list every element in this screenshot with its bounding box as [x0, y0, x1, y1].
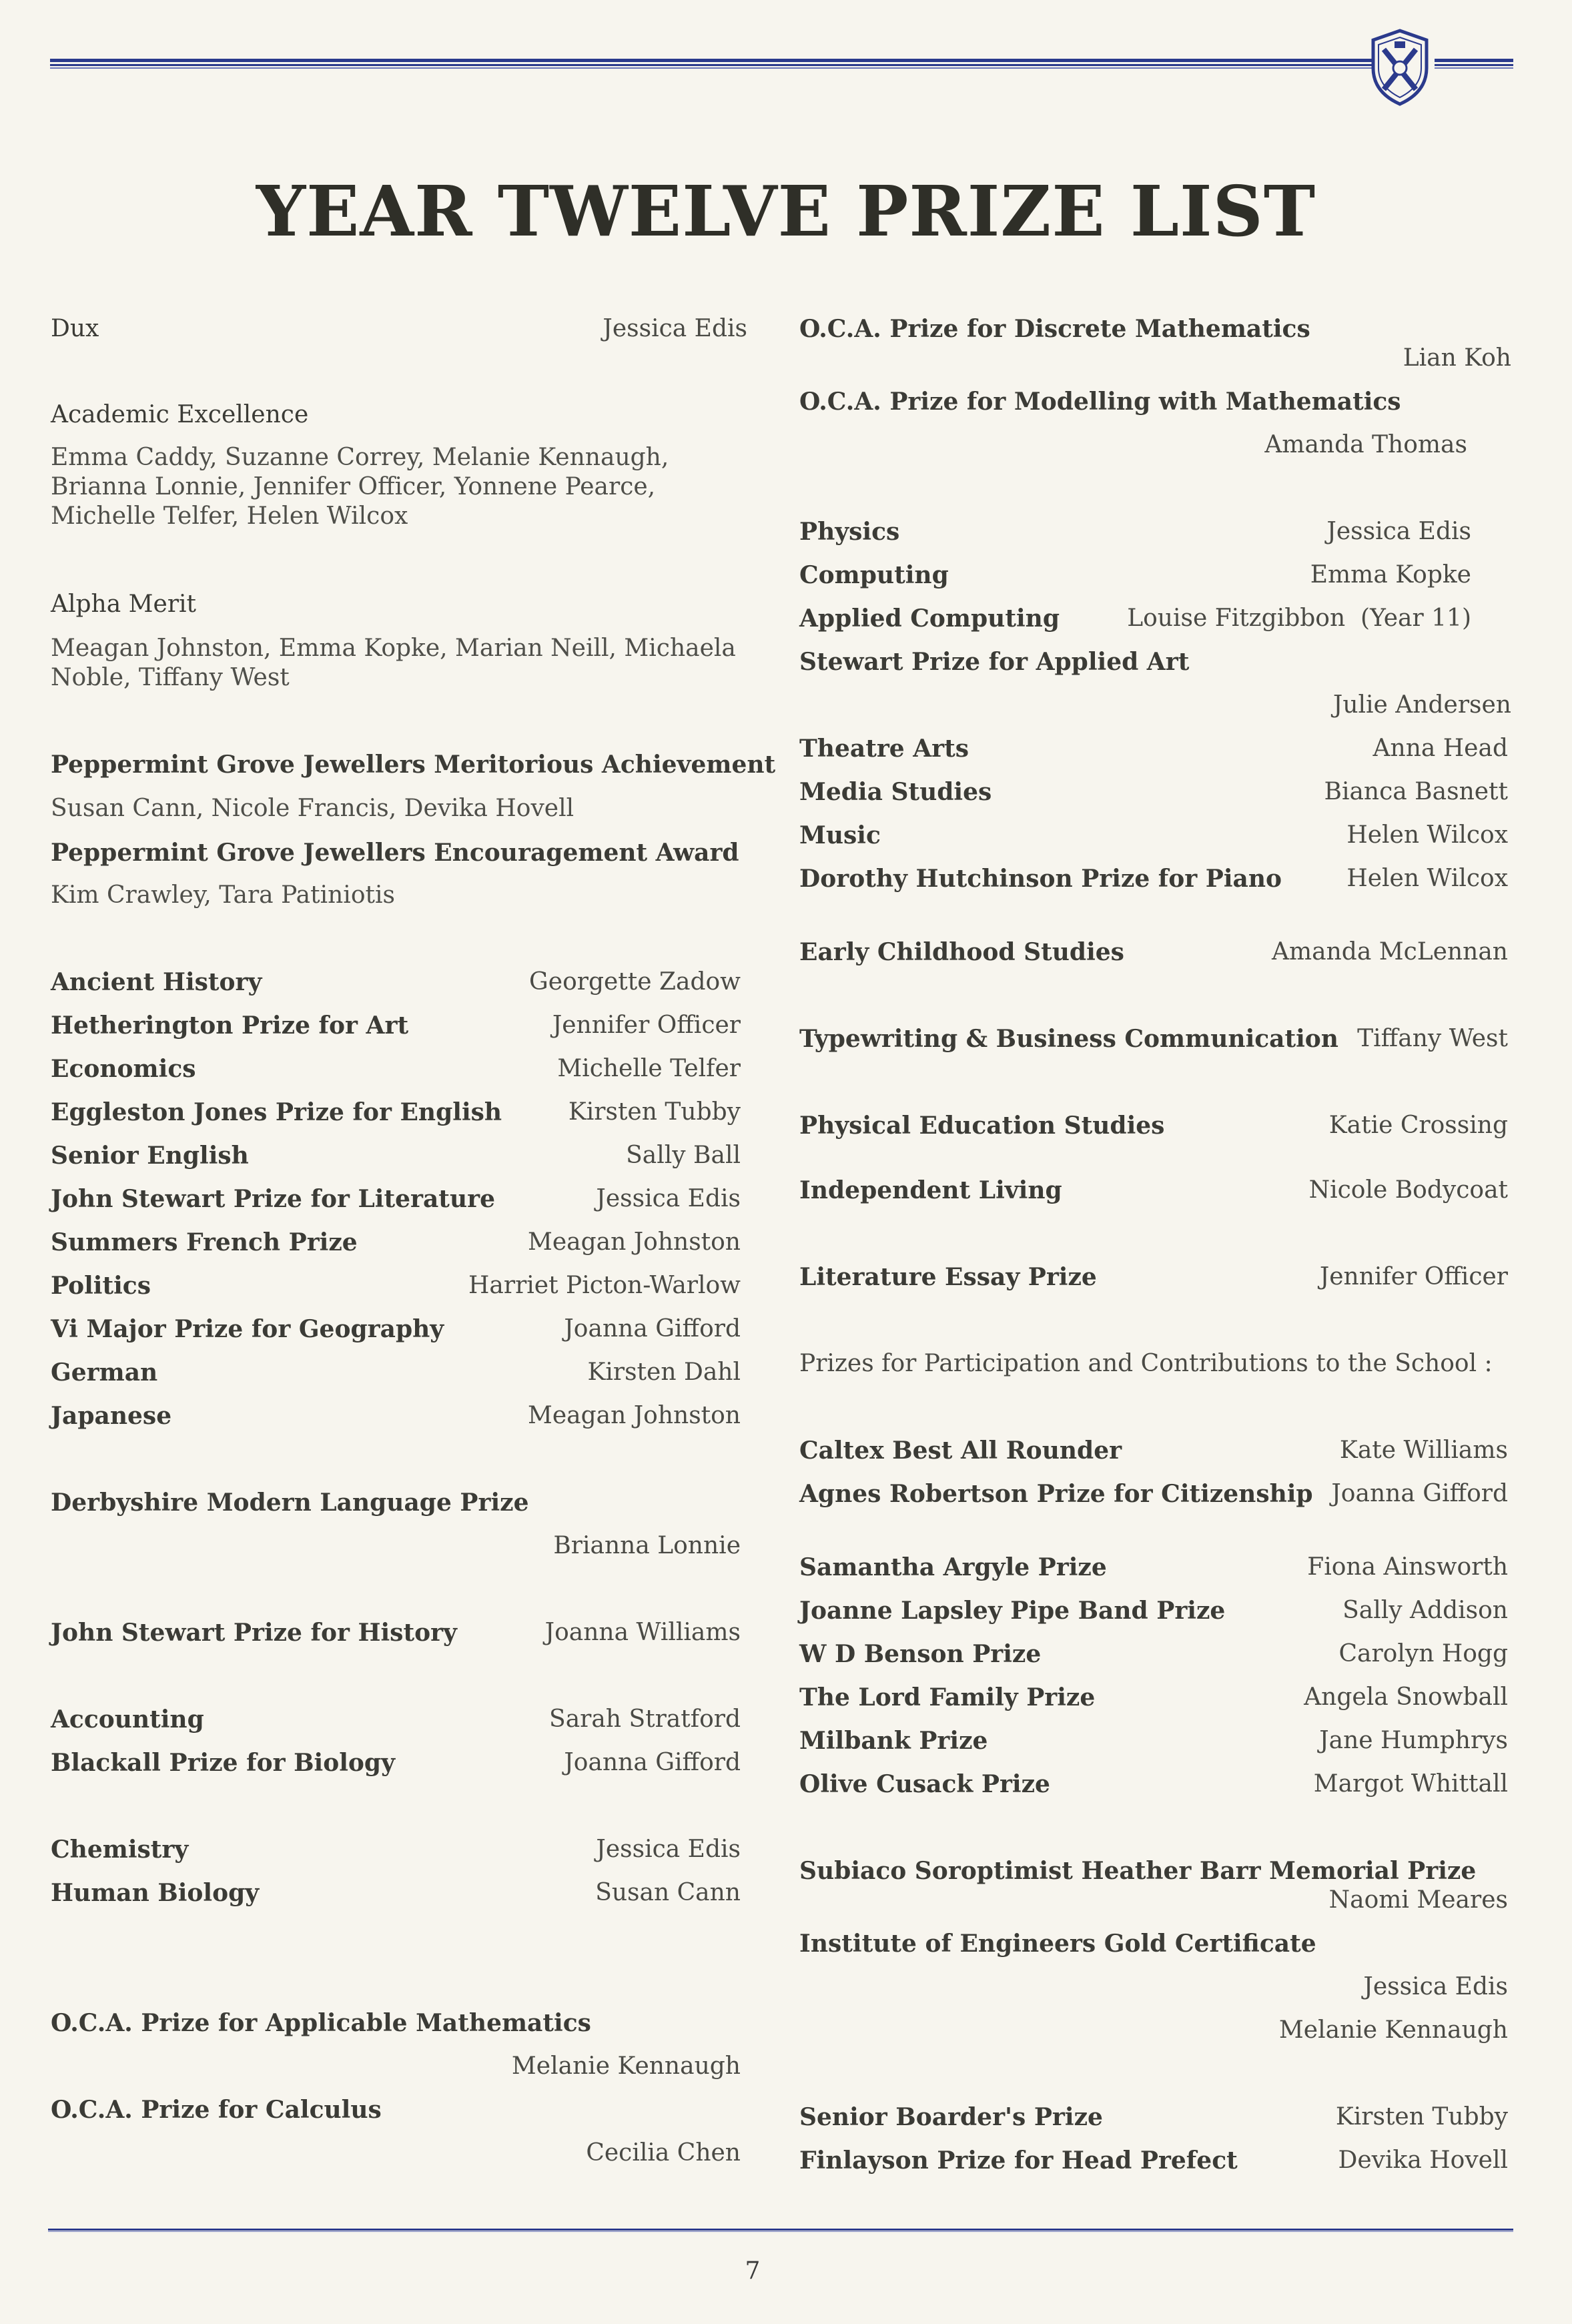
academic-excellence-label: Academic Excellence — [51, 401, 309, 428]
list-item-label: Physics — [799, 518, 900, 546]
list-item-value: Fiona Ainsworth — [1307, 1553, 1508, 1581]
pgj-encouragement-label: Peppermint Grove Jewellers Encouragement Award — [51, 839, 739, 867]
pgj-meritorious-names: Susan Cann, Nicole Francis, Devika Hovell — [51, 795, 574, 822]
school-crest-icon — [1368, 28, 1432, 107]
applied-art-value: Julie Andersen — [1332, 691, 1511, 719]
list-item-label: German — [51, 1359, 158, 1387]
independent-living-value: Nicole Bodycoat — [1308, 1176, 1508, 1204]
modelling-maths-value: Amanda Thomas — [1264, 431, 1467, 458]
list-item-value: Kirsten Tubby — [568, 1098, 741, 1126]
footer-rule — [48, 2229, 1513, 2233]
literature-essay-label: Literature Essay Prize — [799, 1263, 1097, 1291]
list-item-label: Computing — [799, 561, 949, 589]
dux-value: Jessica Edis — [603, 315, 747, 342]
list-item-value: Carolyn Hogg — [1338, 1640, 1508, 1667]
list-item-label: Politics — [51, 1272, 151, 1300]
list-item-label: John Stewart Prize for Literature — [51, 1185, 495, 1213]
list-item-value: Jennifer Officer — [552, 1012, 741, 1039]
list-item-value: Helen Wilcox — [1346, 865, 1508, 892]
list-item-value: Angela Snowball — [1304, 1683, 1508, 1711]
page-number: 7 — [745, 2257, 761, 2285]
list-item-label: Finlayson Prize for Head Prefect — [799, 2147, 1238, 2175]
applied-art-label: Stewart Prize for Applied Art — [799, 648, 1190, 676]
engineers-label: Institute of Engineers Gold Certificate — [799, 1930, 1316, 1958]
derbyshire-value: Brianna Lonnie — [553, 1532, 741, 1559]
list-item-value: Emma Kopke — [1310, 561, 1471, 589]
early-childhood-value: Amanda McLennan — [1272, 938, 1508, 965]
pe-studies-value: Katie Crossing — [1328, 1112, 1508, 1139]
list-item-label: Ancient History — [51, 968, 262, 996]
chemistry-label: Chemistry — [51, 1836, 189, 1864]
list-item-label: Economics — [51, 1055, 196, 1083]
list-item-label: Senior English — [51, 1142, 249, 1170]
alpha-merit-names: Meagan Johnston, Emma Kopke, Marian Neill, Michaela Noble, Tiffany West — [51, 635, 736, 691]
list-item-value: Helen Wilcox — [1346, 821, 1508, 849]
modelling-maths-label: O.C.A. Prize for Modelling with Mathematics — [799, 388, 1401, 416]
human-biology-label: Human Biology — [51, 1879, 260, 1907]
derbyshire-label: Derbyshire Modern Language Prize — [51, 1489, 529, 1517]
pgj-encouragement-names: Kim Crawley, Tara Patiniotis — [51, 881, 395, 909]
list-item-label: W D Benson Prize — [799, 1640, 1042, 1668]
calculus-label: O.C.A. Prize for Calculus — [51, 2096, 382, 2124]
biology-label: Blackall Prize for Biology — [51, 1749, 395, 1777]
soroptimist-value: Naomi Meares — [1328, 1886, 1508, 1914]
list-item-value: Margot Whittall — [1313, 1770, 1508, 1798]
pgj-meritorious-label: Peppermint Grove Jewellers Meritorious Achievement — [51, 751, 776, 779]
list-item-value: Anna Head — [1372, 735, 1508, 762]
list-item-label: Theatre Arts — [799, 735, 969, 763]
discrete-maths-label: O.C.A. Prize for Discrete Mathematics — [799, 315, 1310, 343]
list-item-value: Jane Humphrys — [1319, 1727, 1508, 1754]
typewriting-value: Tiffany West — [1357, 1025, 1508, 1052]
list-item-label: Joanne Lapsley Pipe Band Prize — [799, 1597, 1226, 1625]
history-value: Joanna Williams — [544, 1619, 741, 1646]
list-item-value: Bianca Basnett — [1324, 778, 1508, 805]
discrete-maths-value: Lian Koh — [1403, 344, 1511, 372]
list-item-label: The Lord Family Prize — [799, 1683, 1096, 1711]
list-item-label: Caltex Best All Rounder — [799, 1437, 1122, 1465]
list-item-label: Dorothy Hutchinson Prize for Piano — [799, 865, 1282, 893]
independent-living-label: Independent Living — [799, 1176, 1062, 1204]
engineers-value: Melanie Kennaugh — [1278, 2016, 1508, 2044]
list-item-label: Japanese — [51, 1402, 172, 1430]
list-item-value: Harriet Picton-Warlow — [468, 1272, 741, 1299]
list-item-value: Joanna Gifford — [1331, 1480, 1508, 1507]
list-item-label: Vi Major Prize for Geography — [51, 1315, 444, 1343]
literature-essay-value: Jennifer Officer — [1319, 1263, 1508, 1290]
list-item-value: Kirsten Tubby — [1335, 2103, 1508, 2131]
list-item-value: Michelle Telfer — [557, 1055, 741, 1082]
dux-label: Dux — [51, 315, 99, 342]
early-childhood-label: Early Childhood Studies — [799, 938, 1124, 966]
list-item-value: Sally Ball — [626, 1142, 741, 1169]
list-item-value: Joanna Gifford — [564, 1315, 741, 1342]
list-item-value: Meagan Johnston — [527, 1402, 741, 1429]
list-item-value: Georgette Zadow — [529, 968, 741, 996]
list-item-label: Hetherington Prize for Art — [51, 1012, 409, 1040]
list-item-label: Agnes Robertson Prize for Citizenship — [799, 1480, 1313, 1508]
list-item-value: Sally Addison — [1342, 1597, 1508, 1624]
list-item-value: Meagan Johnston — [527, 1228, 741, 1256]
applicable-maths-value: Melanie Kennaugh — [511, 2052, 741, 2080]
list-item-value: Jessica Edis — [1326, 518, 1471, 545]
list-item-value: Kirsten Dahl — [587, 1359, 741, 1386]
list-item-value: Devika Hovell — [1338, 2147, 1508, 2174]
accounting-value: Sarah Stratford — [549, 1705, 741, 1733]
list-item-label: Milbank Prize — [799, 1727, 988, 1755]
academic-excellence-names: Emma Caddy, Suzanne Correy, Melanie Kennaugh, Brianna Lonnie, Jennifer Officer, Yonnene Pearce, Michelle Telfer, Helen Wilcox — [51, 444, 669, 530]
soroptimist-label: Subiaco Soroptimist Heather Barr Memorial Prize — [799, 1857, 1477, 1885]
human-biology-value: Susan Cann — [595, 1879, 741, 1906]
pe-studies-label: Physical Education Studies — [799, 1112, 1165, 1140]
alpha-merit-label: Alpha Merit — [51, 591, 197, 618]
calculus-value: Cecilia Chen — [586, 2139, 741, 2167]
history-label: John Stewart Prize for History — [51, 1619, 457, 1647]
list-item-label: Eggleston Jones Prize for English — [51, 1098, 502, 1126]
list-item-value: Louise Fitzgibbon (Year 11) — [1127, 605, 1471, 632]
applicable-maths-label: O.C.A. Prize for Applicable Mathematics — [51, 2009, 591, 2037]
list-item-label: Samantha Argyle Prize — [799, 1553, 1107, 1581]
list-item-label: Summers French Prize — [51, 1228, 358, 1256]
header-rule-right — [1435, 59, 1513, 69]
engineers-value: Jessica Edis — [1363, 1973, 1508, 2000]
list-item-label: Music — [799, 821, 881, 849]
biology-value: Joanna Gifford — [564, 1749, 741, 1776]
list-item-value: Jessica Edis — [596, 1185, 741, 1212]
list-item-label: Applied Computing — [799, 605, 1060, 633]
list-item-value: Kate Williams — [1339, 1437, 1508, 1464]
participation-heading: Prizes for Participation and Contributions to the School : — [799, 1350, 1493, 1377]
list-item-label: Senior Boarder's Prize — [799, 2103, 1103, 2131]
list-item-label: Olive Cusack Prize — [799, 1770, 1050, 1798]
page-title: YEAR TWELVE PRIZE LIST — [256, 170, 1316, 252]
typewriting-label: Typewriting & Business Communication — [799, 1025, 1338, 1053]
header-rule — [50, 59, 1374, 69]
accounting-label: Accounting — [51, 1705, 204, 1733]
list-item-label: Media Studies — [799, 778, 992, 806]
chemistry-value: Jessica Edis — [596, 1836, 741, 1863]
